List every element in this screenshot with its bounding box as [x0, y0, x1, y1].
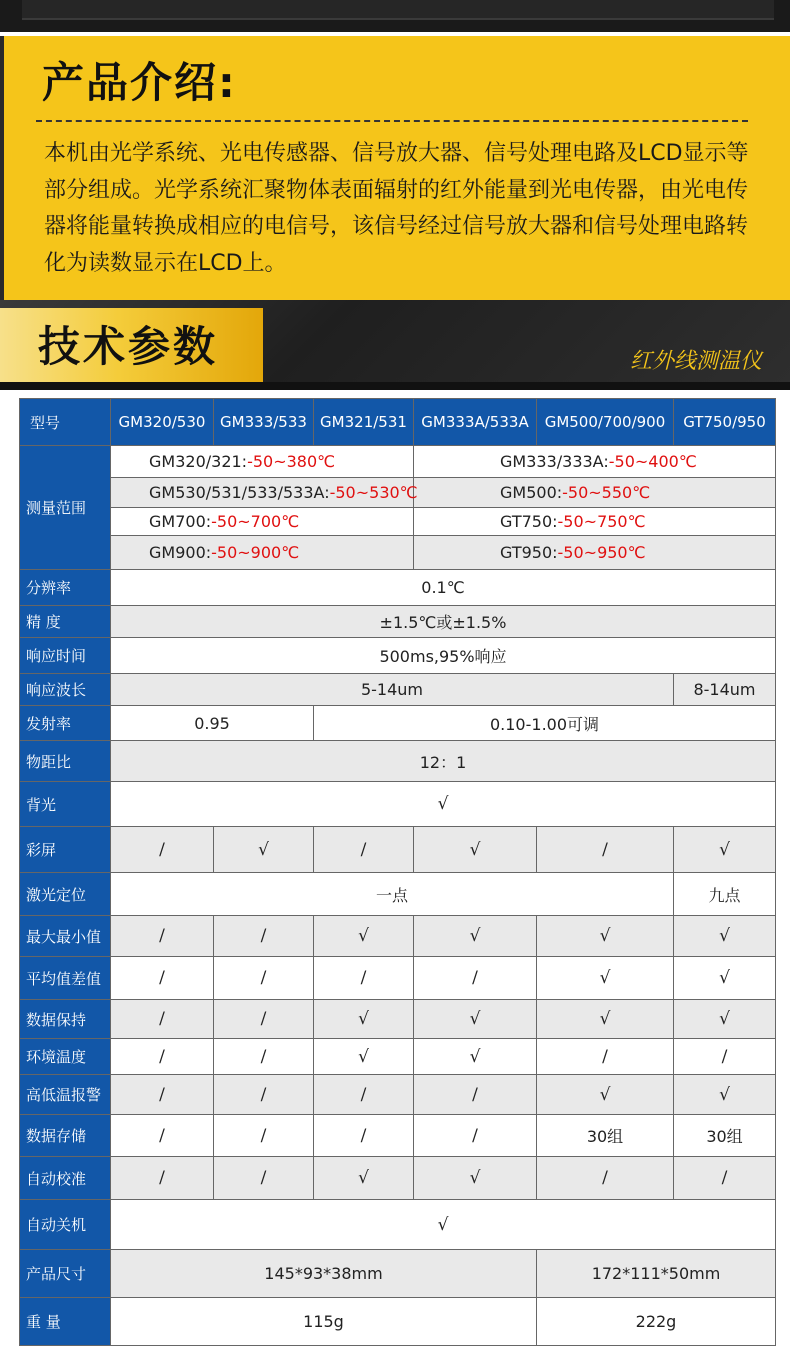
spec-cell: /	[674, 1039, 776, 1075]
accuracy-value: ±1.5℃或±1.5%	[111, 606, 776, 638]
alarm-row	[20, 1075, 776, 1115]
spec-cell: /	[214, 916, 314, 957]
model-label: 型号	[20, 399, 111, 446]
avg-diff-label: 平均值差值	[20, 957, 111, 1000]
spec-cell: √	[414, 827, 537, 873]
spec-cell: √	[674, 827, 776, 873]
range-value: -50~900℃	[211, 543, 300, 562]
spec-cell: /	[537, 1039, 674, 1075]
spec-cell: /	[111, 1000, 214, 1039]
wavelength-value: 5-14um	[111, 674, 674, 706]
spec-cell: 30组	[674, 1115, 776, 1157]
spec-cell: √	[674, 1000, 776, 1039]
response-time-label: 响应时间	[20, 638, 111, 674]
spec-cell: √	[414, 1039, 537, 1075]
spec-cell: /	[214, 957, 314, 1000]
model-header: GM321/531	[314, 399, 414, 446]
data-hold-row	[20, 1000, 776, 1039]
spec-table	[19, 398, 776, 1346]
wavelength-row	[20, 674, 776, 706]
spec-cell: √	[314, 1000, 414, 1039]
ambient-row	[20, 1039, 776, 1075]
size-row	[20, 1250, 776, 1298]
spec-cell: √	[674, 916, 776, 957]
intro-left-edge	[0, 36, 4, 300]
emissivity-value: 0.10-1.00可调	[314, 706, 776, 741]
range-model: GM700:	[149, 512, 212, 531]
accuracy-label: 精 度	[20, 606, 111, 638]
spec-cell: /	[111, 957, 214, 1000]
spec-cell: √	[414, 1000, 537, 1039]
color-screen-label: 彩屏	[20, 827, 111, 873]
backlight-row	[20, 782, 776, 827]
range-row	[20, 478, 776, 508]
spec-cell: √	[674, 1075, 776, 1115]
spec-cell: /	[674, 1157, 776, 1200]
range-row	[20, 446, 776, 478]
backlight-label: 背光	[20, 782, 111, 827]
range-value: -50~530℃	[329, 483, 418, 502]
range-cell	[111, 446, 414, 478]
size-value: 172*111*50mm	[537, 1250, 776, 1298]
range-row	[20, 508, 776, 536]
spec-cell: /	[314, 1115, 414, 1157]
weight-label: 重 量	[20, 1298, 111, 1346]
ds-ratio-value: 12：1	[111, 741, 776, 782]
spec-cell: /	[111, 916, 214, 957]
spec-cell: √	[414, 1157, 537, 1200]
spec-cell: √	[414, 916, 537, 957]
range-model: GT750:	[500, 512, 558, 531]
ambient-label: 环境温度	[20, 1039, 111, 1075]
range-value: -50~400℃	[608, 452, 697, 471]
calibration-row	[20, 1157, 776, 1200]
resolution-row	[20, 570, 776, 606]
range-value: -50~750℃	[557, 512, 646, 531]
model-header: GT750/950	[674, 399, 776, 446]
spec-cell: √	[537, 1075, 674, 1115]
size-label: 产品尺寸	[20, 1250, 111, 1298]
range-model: GM530/531/533/533A:	[149, 483, 330, 502]
range-model: GM320/321:	[149, 452, 248, 471]
tech-params-banner	[0, 300, 790, 390]
storage-row	[20, 1115, 776, 1157]
accuracy-row	[20, 606, 776, 638]
storage-label: 数据存储	[20, 1115, 111, 1157]
spec-cell: 30组	[537, 1115, 674, 1157]
spec-cell: /	[414, 1115, 537, 1157]
emissivity-label: 发射率	[20, 706, 111, 741]
spec-cell: √	[314, 1039, 414, 1075]
range-cell	[414, 478, 776, 508]
spec-cell: /	[111, 1039, 214, 1075]
model-header: GM500/700/900	[537, 399, 674, 446]
weight-row	[20, 1298, 776, 1346]
model-header: GM333A/533A	[414, 399, 537, 446]
spec-cell: √	[314, 916, 414, 957]
emissivity-value: 0.95	[111, 706, 314, 741]
response-time-row	[20, 638, 776, 674]
laser-row	[20, 873, 776, 916]
intro-title: 产品介绍:	[42, 58, 237, 107]
range-value: -50~950℃	[557, 543, 646, 562]
spec-cell: /	[214, 1115, 314, 1157]
range-model: GM333/333A:	[500, 452, 609, 471]
size-value: 145*93*38mm	[111, 1250, 537, 1298]
resolution-value: 0.1℃	[111, 570, 776, 606]
range-cell	[414, 536, 776, 570]
spec-cell: /	[214, 1039, 314, 1075]
spec-cell: /	[111, 1115, 214, 1157]
spec-cell: /	[111, 1157, 214, 1200]
spec-cell: /	[314, 957, 414, 1000]
tech-title: 技术参数	[38, 322, 219, 371]
response-time-value: 500ms,95%响应	[111, 638, 776, 674]
spec-cell: /	[111, 1075, 214, 1115]
weight-value: 115g	[111, 1298, 537, 1346]
ds-ratio-row	[20, 741, 776, 782]
emissivity-row	[20, 706, 776, 741]
range-model: GM500:	[500, 483, 563, 502]
model-header-row	[20, 399, 776, 446]
spec-cell: /	[537, 1157, 674, 1200]
range-model: GT950:	[500, 543, 558, 562]
range-model: GM900:	[149, 543, 212, 562]
wavelength-value: 8-14um	[674, 674, 776, 706]
ds-ratio-label: 物距比	[20, 741, 111, 782]
color-screen-row	[20, 827, 776, 873]
range-cell	[111, 536, 414, 570]
spec-cell: /	[414, 957, 537, 1000]
spec-cell: √	[537, 1000, 674, 1039]
laser-value: 一点	[111, 873, 674, 916]
product-intro-section	[0, 36, 790, 300]
auto-off-label: 自动关机	[20, 1200, 111, 1250]
range-value: -50~380℃	[247, 452, 336, 471]
wavelength-label: 响应波长	[20, 674, 111, 706]
max-min-row	[20, 916, 776, 957]
laser-label: 激光定位	[20, 873, 111, 916]
range-cell	[111, 478, 418, 508]
spec-cell: /	[314, 827, 414, 873]
spec-cell: √	[314, 1157, 414, 1200]
tech-bottom-band	[0, 382, 790, 390]
data-hold-label: 数据保持	[20, 1000, 111, 1039]
spec-cell: /	[414, 1075, 537, 1115]
spec-cell: /	[214, 1075, 314, 1115]
spec-cell: √	[537, 957, 674, 1000]
resolution-label: 分辨率	[20, 570, 111, 606]
spec-cell: /	[111, 827, 214, 873]
max-min-label: 最大最小值	[20, 916, 111, 957]
spec-cell: /	[214, 1000, 314, 1039]
range-cell	[414, 446, 776, 478]
calibration-label: 自动校准	[20, 1157, 111, 1200]
intro-body: 本机由光学系统、光电传感器、信号放大器、信号处理电路及LCD显示等部分组成。光学系统汇聚物体表面辐射的红外能量到光电传器，由光电传器将能量转换成相应的电信号，该信号经过信号放大器和信号处理电路转化为读数显示在LCD上。	[44, 141, 749, 276]
top-dark-bar	[0, 0, 790, 32]
spec-cell: √	[674, 957, 776, 1000]
range-label: 测量范围	[20, 446, 111, 570]
range-cell	[414, 508, 776, 536]
top-bar-inner	[22, 0, 774, 20]
auto-off-value: √	[111, 1200, 776, 1250]
range-row	[20, 536, 776, 570]
spec-cell: /	[537, 827, 674, 873]
spec-cell: /	[314, 1075, 414, 1115]
model-header: GM333/533	[214, 399, 314, 446]
weight-value: 222g	[537, 1298, 776, 1346]
spec-cell: /	[214, 1157, 314, 1200]
tech-subtitle: 红外线测温仪	[629, 349, 762, 374]
intro-dashed-divider	[36, 120, 748, 122]
spec-cell: √	[537, 916, 674, 957]
range-value: -50~550℃	[562, 483, 651, 502]
alarm-label: 高低温报警	[20, 1075, 111, 1115]
backlight-value: √	[111, 782, 776, 827]
range-value: -50~700℃	[211, 512, 300, 531]
auto-off-row	[20, 1200, 776, 1250]
range-cell	[111, 508, 414, 536]
model-header: GM320/530	[111, 399, 214, 446]
laser-value: 九点	[674, 873, 776, 916]
avg-diff-row	[20, 957, 776, 1000]
spec-cell: √	[214, 827, 314, 873]
